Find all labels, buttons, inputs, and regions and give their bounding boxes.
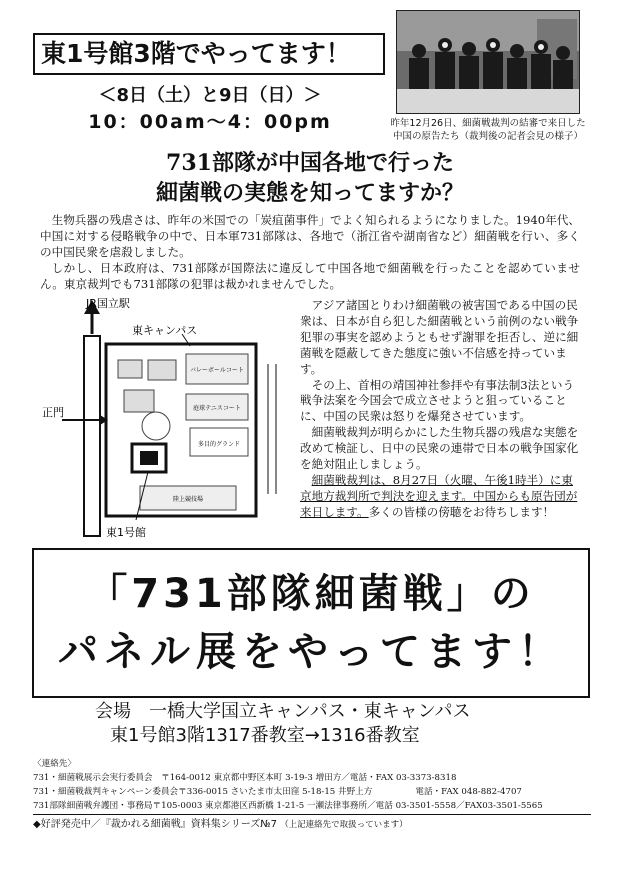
field-label: 多目的グランド bbox=[197, 441, 241, 448]
contact-item: 731・細菌戦裁判キャンペーン委員会〒336-0015 さいたま市太田窪 5-18-15 井野上方 電話・FAX 048-882-4707 bbox=[33, 787, 522, 797]
right-paragraph-1: アジア諸国とりわけ細菌戦の被害国である中国の民衆は、日本が自ら犯した細菌戦という前例のない戦争犯罪の事実を認めようともせず謝罪を拒否し、逆に細菌戦を隠蔽してきた態度に強い不信感を持っています。 bbox=[300, 298, 579, 376]
attendance-invite: 多くの皆様の傍聴をお待ちします！ bbox=[368, 504, 555, 519]
east-campus-label: 東キャンパス bbox=[132, 324, 198, 337]
event-dates: ＜8日（土）と9日（日）＞ bbox=[98, 85, 322, 106]
panel-title-line1: 「731部隊細菌戦」の bbox=[87, 571, 535, 617]
event-time: 10：00am〜4：00pm bbox=[88, 111, 332, 133]
right-paragraph-3: 細菌戦裁判が明らかにした生物兵器の残虐な実態を改めて検証し、日中の民衆の連帯で日本の戦争国家化を絶対阻止しましょう。 bbox=[300, 425, 579, 472]
contact-heading: 〈連絡先〉 bbox=[33, 759, 76, 769]
photo-caption-line2: 中国の原告たち（裁判後の記者会見の様子） bbox=[392, 131, 583, 142]
footer-notice bbox=[33, 814, 591, 833]
campus-map-drawing bbox=[40, 294, 288, 546]
photo-caption bbox=[388, 117, 588, 143]
campus-map bbox=[40, 294, 288, 546]
intro-paragraph-1: 生物兵器の残虐さは、昨年の米国での「炭疽菌事件」でよく知られるようになりました。1940年代、中国に対する侵略戦争の中で、日本軍731部隊は、各地で（浙江省や湖南省など）細菌戦を行い、多くの中国民衆を虐殺しました。 bbox=[40, 213, 580, 259]
contact-list bbox=[33, 757, 593, 813]
intro-paragraph-2: しかし、日本政府は、731部隊が国際法に違反して中国各地で細菌戦を行ったことを認めていません。東京裁判でも731部隊の犯罪は裁かれませんでした。 bbox=[40, 261, 580, 291]
venue-line1: 会場 一橋大学国立キャンパス・東キャンパス bbox=[95, 701, 471, 722]
press-conference-photo bbox=[396, 10, 580, 114]
volleyball-court-label: バレーボールコート bbox=[190, 367, 244, 374]
main-title bbox=[40, 148, 580, 208]
tennis-court-label: 庭球テニスコート bbox=[193, 405, 241, 412]
contact-item: 731部隊細菌戦弁護団・事務局〒105-0003 東京都港区西新橋 1-21-5 一瀬法律事務所／電話 03-3501-5558／FAX03-3501-5565 bbox=[33, 801, 543, 811]
main-gate-label: 正門 bbox=[42, 406, 64, 419]
trial-date-notice: 細菌戦裁判は、8月27日（火曜、午後1時半）に東京地方裁判所で判決を迎えます。中国からも原告団が来日します。 bbox=[300, 472, 578, 519]
building-1-label: 東1号館 bbox=[106, 526, 146, 539]
main-title-line2: 細菌戦の実態を知ってますか？ bbox=[155, 180, 464, 206]
photo-illustration bbox=[397, 11, 580, 114]
photo-caption-line1: 昨年12月26日、細菌戦裁判の結審で来日した bbox=[390, 118, 586, 129]
footer-text: ◆好評発売中／『裁かれる細菌戦』資料集シリーズ№7 bbox=[33, 819, 277, 830]
right-column-text bbox=[300, 298, 582, 521]
contact-item: 731・細菌戦展示会実行委員会 〒164-0012 東京都中野区本町 3-19-3 増田方／電話・FAX 03-3373-8318 bbox=[33, 773, 457, 783]
venue-line2: 東1号館3階1317番教室→1316番教室 bbox=[110, 725, 420, 746]
intro-text bbox=[40, 212, 580, 292]
right-paragraph-2: その上、首相の靖国神社参拝や有事法制3法という戦争法案を今国会で成立させようと狙っていることに、中国の民衆は怒りを爆発させています。 bbox=[300, 377, 575, 424]
location-banner: 東1号館3階でやってます！ bbox=[33, 33, 385, 75]
station-label: JR国立駅 bbox=[86, 297, 130, 310]
panel-title-line2: パネル展をやってます！ bbox=[58, 629, 564, 675]
main-title-line1: 731部隊が中国各地で行った bbox=[166, 150, 454, 176]
footer-note: （上記連絡先で取扱っています） bbox=[280, 820, 408, 830]
right-paragraph-4 bbox=[300, 473, 582, 521]
track-label: 陸上競技場 bbox=[172, 496, 204, 503]
